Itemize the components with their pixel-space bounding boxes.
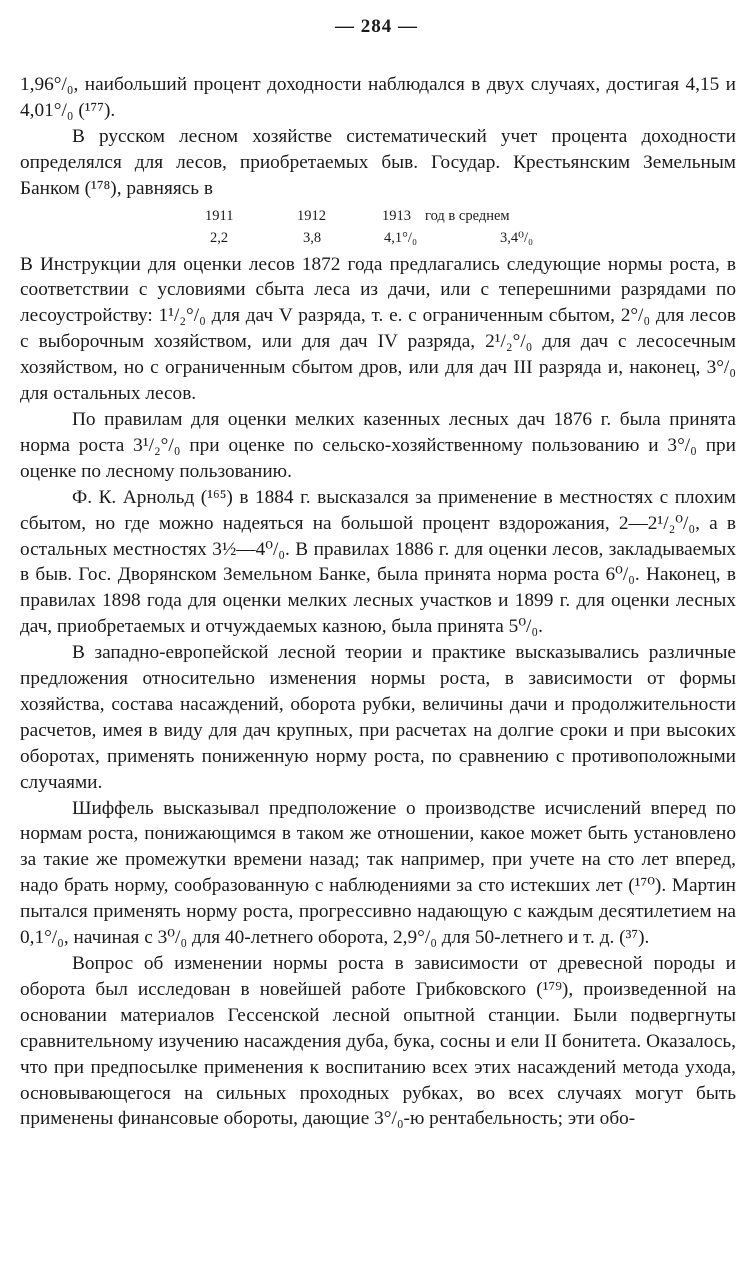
table-year-1911: 1911 [205, 207, 234, 224]
table-value-1912: 3,8 [303, 229, 322, 246]
yield-table [20, 206, 736, 252]
paragraph-4: По правилам для оценки мелких казенных лесных дач 1876 г. была принята норма роста 3¹/₂°/₀ при оценке по сельско-хозяйственному пользованию и 3°/₀ при оценке по лесному пользованию. [20, 408, 736, 482]
paragraph-5: Ф. К. Арнольд (¹⁶⁵) в 1884 г. высказался за применение в местностях с плохим сбытом, но где можно надеяться на большой процент вздорожания, 2—2¹/₂⁰/₀, а в остальных местностях 3½—4⁰/₀. В правилах 1886 г. для оценки лесов, закладываемых в быв. Гос. Дворянском Земельном Банке, была принята норма роста 6⁰/₀. Наконец, в правилах 1898 года для оценки мелких лесных участков и 1899 г. для оценки лесных дач, приобретаемых и отчуждаемых казною, была принята 5⁰/₀. [20, 486, 736, 638]
table-value-average: 3,4⁰/₀ [500, 229, 534, 246]
table-value-1913: 4,1°/₀ [384, 229, 418, 246]
paragraph-8: Вопрос об изменении нормы роста в зависимости от древесной породы и оборота был исследован в новейшей работе Грибковского (¹⁷⁹), произведенной на основании материалов Гессенской лесной опытной станции. Были подвергнуты сравнительному изучению насаждения дуба, бука, сосны и ели II бонитета. Оказалось, что при предпосылке применения к воспитанию всех этих насаждений метода ухода, основывающегося на сильных проходных рубках, во всех случаях могут быть применены финансовые обороты, дающие 3°/₀-ю рентабельность; эти обо- [20, 953, 736, 1130]
table-value-1911: 2,2 [210, 229, 229, 246]
paragraph-6: В западно-европейской лесной теории и практике высказывались различные предложения относительно изменения нормы роста, в зависимости от формы хозяйства, состава насаждений, оборота рубки, величины дачи и продолжительности расчетов, имея в виду для дач крупных, при расчетах на долгие сроки и при высоких оборотах, применять пониженную норму роста, по сравнению с противоположными случаями. [20, 642, 736, 793]
paragraph-3: В Инструкции для оценки лесов 1872 года предлагались следующие нормы роста, в соответствии с условиями сбыта леса из дачи, или с теперешними разрядами по лесоустройству: 1¹/₂°/₀ для дач V разряда, т. е. с ограниченным сбытом, 2°/₀ для лесов с выборочным хозяйством, или для дач IV разряда, 2¹/₂°/₀ для дач с лесосечным хозяйством, но с ограниченным сбытом дров, или для дач III разряда и, наконец, 3°/₀ для остальных лесов. [20, 253, 736, 405]
table-average-label: год в среднем [425, 207, 510, 224]
page-number: — 284 — [335, 16, 418, 37]
paragraph-1: 1,96°/₀, наибольший процент доходности наблюдался в двух случаях, достигая 4,15 и 4,01°/₀ (¹⁷⁷). [20, 74, 736, 121]
paragraph-7: Шиффель высказывал предположение о производстве исчислений вперед по нормам роста, понижающимся в таком же отношении, какое может быть установлено за такие же промежутки времени назад; так например, при учете на сто лет вперед, надо брать норму, сообразованную с наблюдениями за сто истекших лет (¹⁷⁰). Мартин пытался применять норму роста, прогрессивно надающую с каждым десятилетием на 0,1°/₀, начиная с 3⁰/₀ для 40-летнего оборота, 2,9°/₀ для 50-летнего и т. д. (³⁷). [20, 797, 736, 949]
paragraph-2: В русском лесном хозяйстве систематический учет процента доходности определялся для лесов, приобретаемых быв. Государ. Крестьянским Земельным Банком (¹⁷⁸), равняясь в [20, 125, 736, 199]
table-year-1913: 1913 [382, 207, 411, 224]
table-year-1912: 1912 [297, 207, 326, 224]
page-body [20, 72, 736, 1132]
